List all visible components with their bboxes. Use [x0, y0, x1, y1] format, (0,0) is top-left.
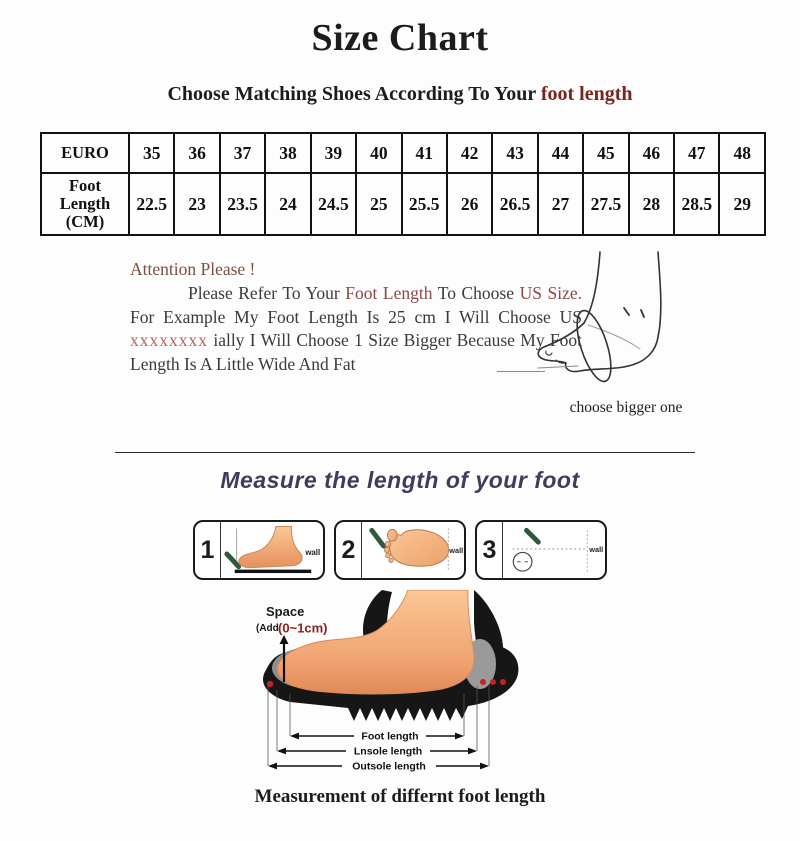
add-value-label: (0~1cm) [278, 620, 328, 636]
euro-size-cell: 47 [674, 133, 719, 173]
euro-size-cell: 37 [220, 133, 265, 173]
space-arrowhead [280, 635, 289, 644]
foot-length-cell: 23 [174, 173, 219, 235]
step2-footprint-illustration [362, 522, 464, 578]
heel-dot [490, 679, 496, 685]
euro-size-cell: 43 [492, 133, 537, 173]
wall-label: wall [449, 545, 464, 555]
euro-size-cell: 35 [129, 133, 174, 173]
subtitle-black-text: Choose Matching Shoes According To Your [167, 83, 541, 105]
attention-part: Please Refer To Your [188, 282, 346, 303]
foot-length-cell: 26.5 [492, 173, 537, 235]
bottom-caption: Measurement of differnt foot length [254, 786, 546, 807]
step-panel-2 [334, 520, 466, 580]
euro-size-cell: 45 [583, 133, 628, 173]
foot-length-cell: 27.5 [583, 173, 628, 235]
foot-length-cell: 22.5 [129, 173, 174, 235]
ruler-circle-icon [513, 552, 532, 571]
attention-text [130, 258, 582, 377]
add-prefix-label: (Add [256, 623, 279, 634]
foot-length-cell: 27 [538, 173, 583, 235]
euro-size-cell: 36 [174, 133, 219, 173]
pointer-line [497, 371, 545, 372]
attention-paragraph [130, 282, 582, 377]
foot-length-header-cell: Foot Length (CM) [41, 173, 129, 235]
pencil-icon [527, 530, 539, 542]
euro-size-cell: 38 [265, 133, 310, 173]
table-row-foot-length [41, 173, 765, 235]
attention-part-highlight: US Size. [519, 282, 583, 303]
space-label: Space [266, 604, 305, 619]
measure-heading: Measure the length of your foot [220, 467, 580, 493]
divider [115, 452, 695, 453]
attention-heading: Attention Please ! [130, 259, 256, 279]
foot-length-cell: 25 [356, 173, 401, 235]
step-panel-1 [193, 520, 325, 580]
step1-foot-side-illustration [221, 522, 323, 578]
euro-size-cell: 44 [538, 133, 583, 173]
euro-size-cell: 48 [719, 133, 765, 173]
step3-measure-illustration [503, 522, 605, 578]
subtitle-red-text: foot length [540, 83, 633, 105]
wall-label: wall [589, 544, 604, 554]
foot-length-arrow-label: Foot length [361, 730, 419, 743]
heel-dot [500, 679, 506, 685]
euro-size-cell: 41 [402, 133, 447, 173]
euro-size-cell: 46 [629, 133, 674, 173]
wall-label: wall [305, 547, 321, 557]
subtitle [0, 83, 800, 106]
outsole-length-arrow-label: Outsole length [352, 760, 426, 773]
foot-length-cell: 26 [447, 173, 492, 235]
euro-size-cell: 42 [447, 133, 492, 173]
table-row-euro [41, 133, 765, 173]
insole-length-arrow-label: Lnsole length [353, 745, 423, 758]
step-number: 3 [477, 522, 503, 578]
pencil-icon [372, 530, 384, 546]
attention-censored-text: xxxxxxxx [130, 330, 208, 351]
step-number: 1 [195, 522, 221, 578]
foot-length-cell: 28 [629, 173, 674, 235]
euro-size-cell: 39 [311, 133, 356, 173]
measure-steps [0, 520, 800, 580]
attention-part: ially I Will Choose 1 Size Bigger Because My Foot Length Is A Little Wide And Fat [130, 330, 582, 375]
foot-length-cell: 25.5 [402, 173, 447, 235]
foot-length-cell: 24.5 [311, 173, 356, 235]
step-number: 2 [336, 522, 362, 578]
foot-length-cell: 28.5 [674, 173, 719, 235]
size-chart-table [40, 132, 766, 236]
attention-part: To Choose [432, 282, 520, 303]
foot-length-diagram [230, 590, 570, 782]
foot-length-cell: 23.5 [220, 173, 265, 235]
attention-part-highlight: Foot Length [345, 282, 433, 303]
attention-part: For Example My Foot Length Is 25 cm I Will Choose US [130, 306, 582, 327]
step-panel-3 [475, 520, 607, 580]
sketch-caption: choose bigger one [569, 399, 683, 416]
euro-size-cell: 40 [356, 133, 401, 173]
foot-length-cell: 29 [719, 173, 765, 235]
euro-header-cell: EURO [41, 133, 129, 173]
heel-dot [480, 679, 486, 685]
attention-section [0, 258, 800, 442]
page-title: Size Chart [311, 17, 489, 59]
foot-length-cell: 24 [265, 173, 310, 235]
